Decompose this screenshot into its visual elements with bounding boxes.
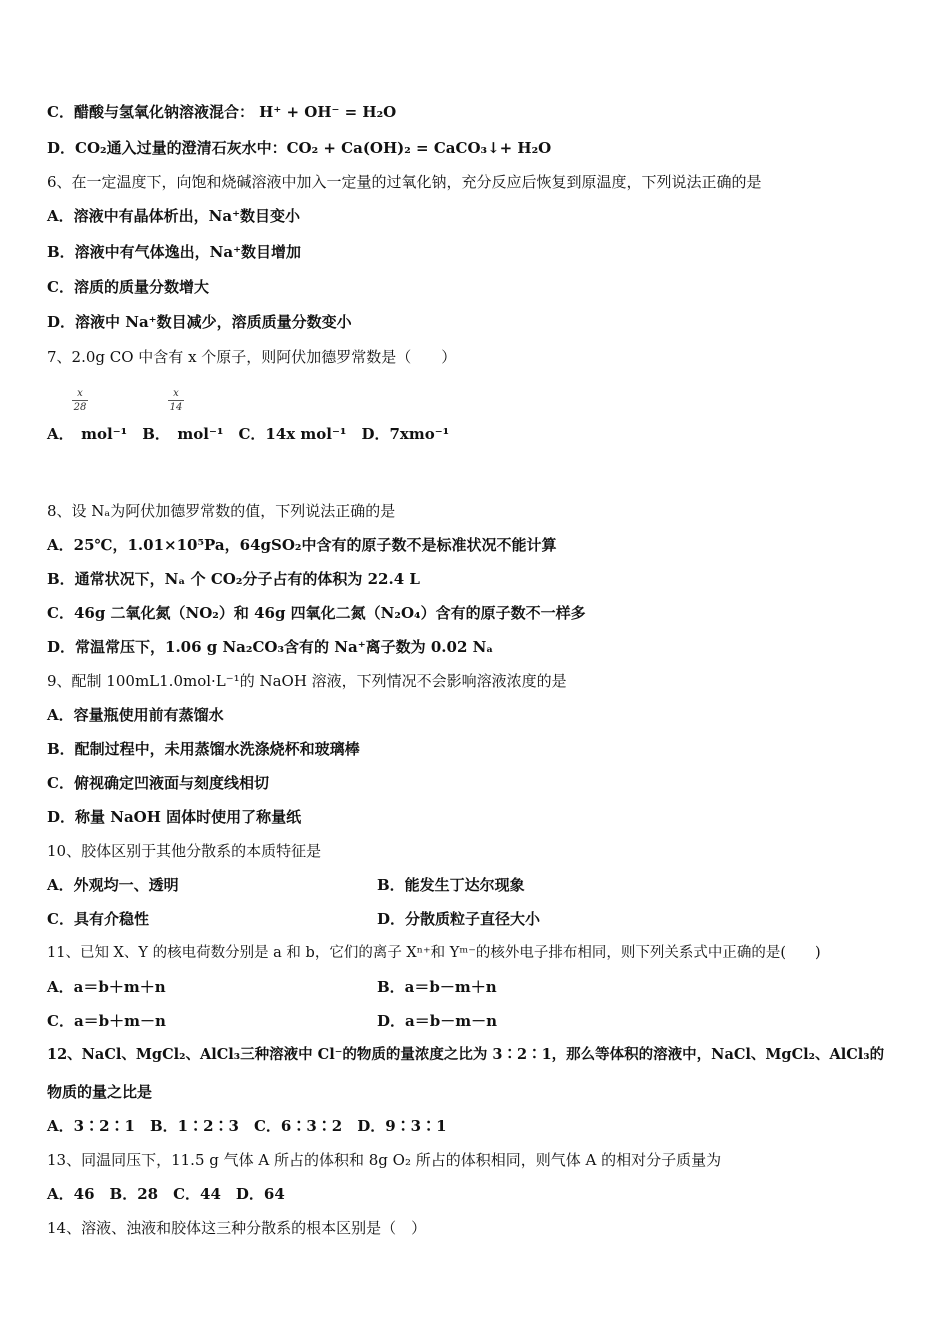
q13-options: A．46 B．28 C．44 D．64: [47, 1185, 285, 1203]
q6-option-d: D．溶液中 Na⁺数目减少，溶质质量分数变小: [47, 313, 352, 331]
q7-fraction-b-numerator: x: [173, 388, 179, 399]
q7-fraction-a-denominator: 28: [73, 402, 87, 413]
q11-option-a: A．a＝b＋m＋n: [47, 978, 166, 996]
q12-stem-cont: 物质的量之比是: [47, 1083, 153, 1101]
q10-option-c: C．具有介稳性: [47, 910, 149, 928]
q10-row-1: [47, 875, 525, 895]
q11-option-b: B．a＝b－m＋n: [377, 978, 497, 996]
q10-option-a: A．外观均一、透明: [47, 876, 179, 894]
q9-option-a: A．容量瓶使用前有蒸馏水: [47, 706, 224, 724]
q12-options: A．3∶2∶1 B．1∶2∶3 C．6∶3∶2 D．9∶3∶1: [47, 1117, 447, 1135]
q5-option-d: D．CO₂通入过量的澄清石灰水中：CO₂ + Ca(OH)₂ = CaCO₃↓+ H₂O: [47, 139, 552, 157]
q10-row-2: [47, 909, 541, 929]
q7-fraction-a-numerator: x: [77, 388, 83, 399]
q8-option-d: D．常温常压下，1.06 g Na₂CO₃含有的 Na⁺离子数为 0.02 Nₐ: [47, 638, 494, 656]
q8-stem: 8、设 Nₐ为阿伏加德罗常数的值，下列说法正确的是: [47, 502, 396, 520]
q7-fraction-a: [72, 388, 88, 413]
q7-fraction-b-denominator: 14: [169, 402, 183, 413]
q6-stem: 6、在一定温度下，向饱和烧碱溶液中加入一定量的过氧化钠，充分反应后恢复到原温度，下列说法正确的是: [47, 173, 762, 191]
q11-row-1: [47, 977, 497, 997]
q8-option-b: B．通常状况下，Nₐ 个 CO₂分子占有的体积为 22.4 L: [47, 570, 420, 588]
q9-option-b: B．配制过程中，未用蒸馏水洗涤烧杯和玻璃棒: [47, 740, 360, 758]
q8-option-a: A．25℃，1.01×10⁵Pa，64gSO₂中含有的原子数不是标准状况不能计算: [47, 536, 557, 554]
q11-option-d: D．a＝b－m－n: [377, 1012, 497, 1030]
q11-option-c: C．a＝b＋m－n: [47, 1012, 166, 1030]
q14-stem: 14、溶液、浊液和胶体这三种分散系的根本区别是（ ）: [47, 1219, 427, 1237]
q8-option-c: C．46g 二氧化氮（NO₂）和 46g 四氧化二氮（N₂O₄）含有的原子数不一样多: [47, 604, 586, 622]
q7-fraction-b: [168, 388, 184, 413]
q9-option-c: C．俯视确定凹液面与刻度线相切: [47, 774, 269, 792]
q9-stem: 9、配制 100mL1.0mol·L⁻¹的 NaOH 溶液，下列情况不会影响溶液浓度的是: [47, 672, 567, 690]
q12-stem: 12、NaCl、MgCl₂、AlCl₃三种溶液中 Cl⁻的物质的量浓度之比为 3∶2∶1，那么等体积的溶液中，NaCl、MgCl₂、AlCl₃的: [47, 1046, 885, 1063]
q5-option-c: C．醋酸与氢氧化钠溶液混合： H⁺ + OH⁻ = H₂O: [47, 103, 397, 121]
q11-row-2: [47, 1011, 497, 1031]
q7-options: A． mol⁻¹ B． mol⁻¹ C．14x mol⁻¹ D．7xmo⁻¹: [47, 425, 450, 443]
q13-stem: 13、同温同压下，11.5 g 气体 A 所占的体积和 8g O₂ 所占的体积相同，则气体 A 的相对分子质量为: [47, 1151, 722, 1169]
q10-option-d: D．分散质粒子直径大小: [377, 910, 541, 928]
q11-stem: 11、已知 X、Y 的核电荷数分别是 a 和 b，它们的离子 Xⁿ⁺和 Yᵐ⁻的核外电子排布相同，则下列关系式中正确的是( ): [47, 945, 821, 961]
q7-stem: 7、2.0g CO 中含有 x 个原子，则阿伏加德罗常数是（ ）: [47, 348, 457, 366]
q6-option-b: B．溶液中有气体逸出，Na⁺数目增加: [47, 243, 302, 261]
q6-option-a: A．溶液中有晶体析出，Na⁺数目变小: [47, 207, 300, 225]
q10-option-b: B．能发生丁达尔现象: [377, 876, 525, 894]
q9-option-d: D．称量 NaOH 固体时使用了称量纸: [47, 808, 302, 826]
q10-stem: 10、胶体区别于其他分散系的本质特征是: [47, 842, 322, 860]
q6-option-c: C．溶质的质量分数增大: [47, 278, 209, 296]
